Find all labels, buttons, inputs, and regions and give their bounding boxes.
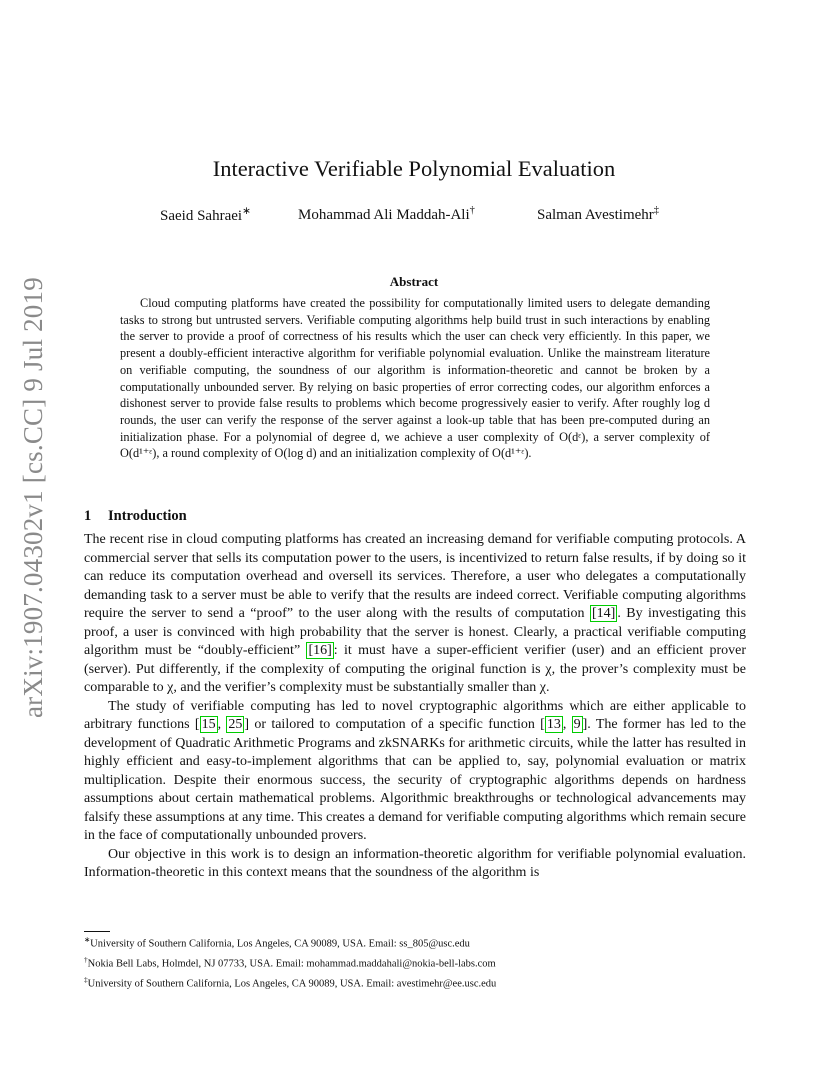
author-2 xyxy=(298,205,475,224)
paragraph-2 xyxy=(84,698,746,846)
citation-link[interactable]: [16] xyxy=(308,643,332,658)
arxiv-date: 9 Jul 2019 xyxy=(18,277,48,392)
footnote-mark: ‡ xyxy=(84,975,88,984)
citation-link[interactable]: [14] xyxy=(592,606,616,621)
citation-link[interactable]: 9 xyxy=(573,717,581,732)
author-name: Salman Avestimehr xyxy=(537,207,654,223)
author-mark: ∗ xyxy=(242,206,251,217)
text-run: The recent rise in cloud computing platforms has created an increasing demand for verifiable computing protocols. A commercial server that sells its computation power to the users, is incentivized to return false results, if by doing so it can reduce its computation overhead and oversell its services. Therefore, a user who delegates a computationally demanding task to a server must be able to verify that the results are indeed correct. Verifiable computing algorithms require the server to send a “proof” to the user along with the results of computation xyxy=(84,532,746,621)
footnote-text: Nokia Bell Labs, Holmdel, NJ 07733, USA. Email: mohammad.maddahali@nokia-bell-labs.com xyxy=(87,958,496,970)
author-name: Mohammad Ali Maddah-Ali xyxy=(298,207,470,223)
text-run: ]. The former has led to the development of Quadratic Arithmetic Programs and zkSNARKs for arithmetic circuits, while the latter has resulted in highly efficient and easy-to-implement algorithms that can be applied to, say, polynomial evaluation or matrix multiplication. Despite their enormous success, the security of cryptographic algorithms depends on hardness assumptions about certain mathematical problems. Algorithmic breakthroughs or technological advancements may falsify these assumptions at any time. This creates a demand for verifiable computing algorithms which remain secure in the face of computationally unbounded provers. xyxy=(84,717,746,843)
arxiv-stamp xyxy=(18,277,49,718)
footnotes xyxy=(84,932,764,992)
citation-link[interactable]: 13 xyxy=(546,717,561,732)
arxiv-category: [cs.CC] xyxy=(18,398,48,484)
paragraph-1 xyxy=(84,531,746,698)
text-run: , xyxy=(217,717,227,732)
text-run: ] or tailored to computation of a specific function [ xyxy=(244,717,545,732)
citation-link[interactable]: 25 xyxy=(228,717,243,732)
text-run: : it must have a super-efficient verifier (user) and an efficient prover (server). Put differently, if the complexity of computing the original function is χ, the prover’s complexity must be comparable to χ, and the verifier’s complexity must be substantially smaller than χ. xyxy=(84,643,746,695)
citation-link[interactable]: 15 xyxy=(201,717,216,732)
text-run: . By investigating this proof, a user is convinced with high probability that the server is honest. Clearly, a practical verifiable computing algorithm must be “doubly-efficient” xyxy=(84,606,747,658)
section-number: 1 xyxy=(84,508,92,524)
section-heading xyxy=(84,508,187,525)
paper-title: Interactive Verifiable Polynomial Evaluation xyxy=(212,156,616,181)
author-mark: † xyxy=(469,205,475,216)
footnote-3 xyxy=(84,972,764,992)
text-run: The study of verifiable computing has led to novel cryptographic algorithms which are either applicable to arbitrary functions [ xyxy=(84,698,746,732)
footnote-mark: † xyxy=(84,955,88,964)
footnote-mark: ∗ xyxy=(84,935,91,944)
abstract-text: Cloud computing platforms have created the possibility for computationally limited users to delegate demanding tasks to strong but untrusted servers. Verifiable computing algorithms help build trust in such interactions by enabling the server to provide a proof of correctness of his results which the user can check very efficiently. In this paper, we present a doubly-efficient interactive algorithm for verifiable polynomial evaluation. Unlike the mainstream literature on verifiable computing, the soundness of our algorithm is information-theoretic and cannot be broken by a computationally unbounded server. By relying on basic properties of error correcting codes, our algorithm enforces a dishonest server to provide false results to problems which become progressively easier to verify. After roughly log d rounds, the user can verify the response of the server against a look-up table that has been pre-computed during an initialization phase. For a polynomial of degree d, we achieve a user complexity of O(dᵋ), a server complexity of O(d¹⁺ᵋ), a round complexity of O(log d) and an initialization complexity of O(d¹⁺ᵋ). xyxy=(120,296,710,461)
author-name: Saeid Sahraei xyxy=(160,208,243,224)
author-1 xyxy=(160,205,251,225)
author-mark: ‡ xyxy=(653,205,660,216)
paragraph-3: Our objective in this work is to design an information-theoretic algorithm for verifiable polynomial evaluation. Information-theoretic in this context means that the soundness of the algorithm is xyxy=(84,846,746,880)
section-title: Introduction xyxy=(108,508,187,524)
text-run: , xyxy=(562,717,572,732)
footnote-1 xyxy=(84,932,764,952)
author-3 xyxy=(537,205,659,224)
abstract-heading: Abstract xyxy=(389,274,439,289)
footnote-text: University of Southern California, Los Angeles, CA 90089, USA. Email: ss_805@usc.edu xyxy=(90,938,470,950)
arxiv-id[interactable]: arXiv:1907.04302v1 xyxy=(18,490,48,718)
body-text xyxy=(84,531,746,883)
footnote-2 xyxy=(84,952,764,972)
footnote-text: University of Southern California, Los Angeles, CA 90089, USA. Email: avestimehr@ee.usc.edu xyxy=(87,978,497,990)
